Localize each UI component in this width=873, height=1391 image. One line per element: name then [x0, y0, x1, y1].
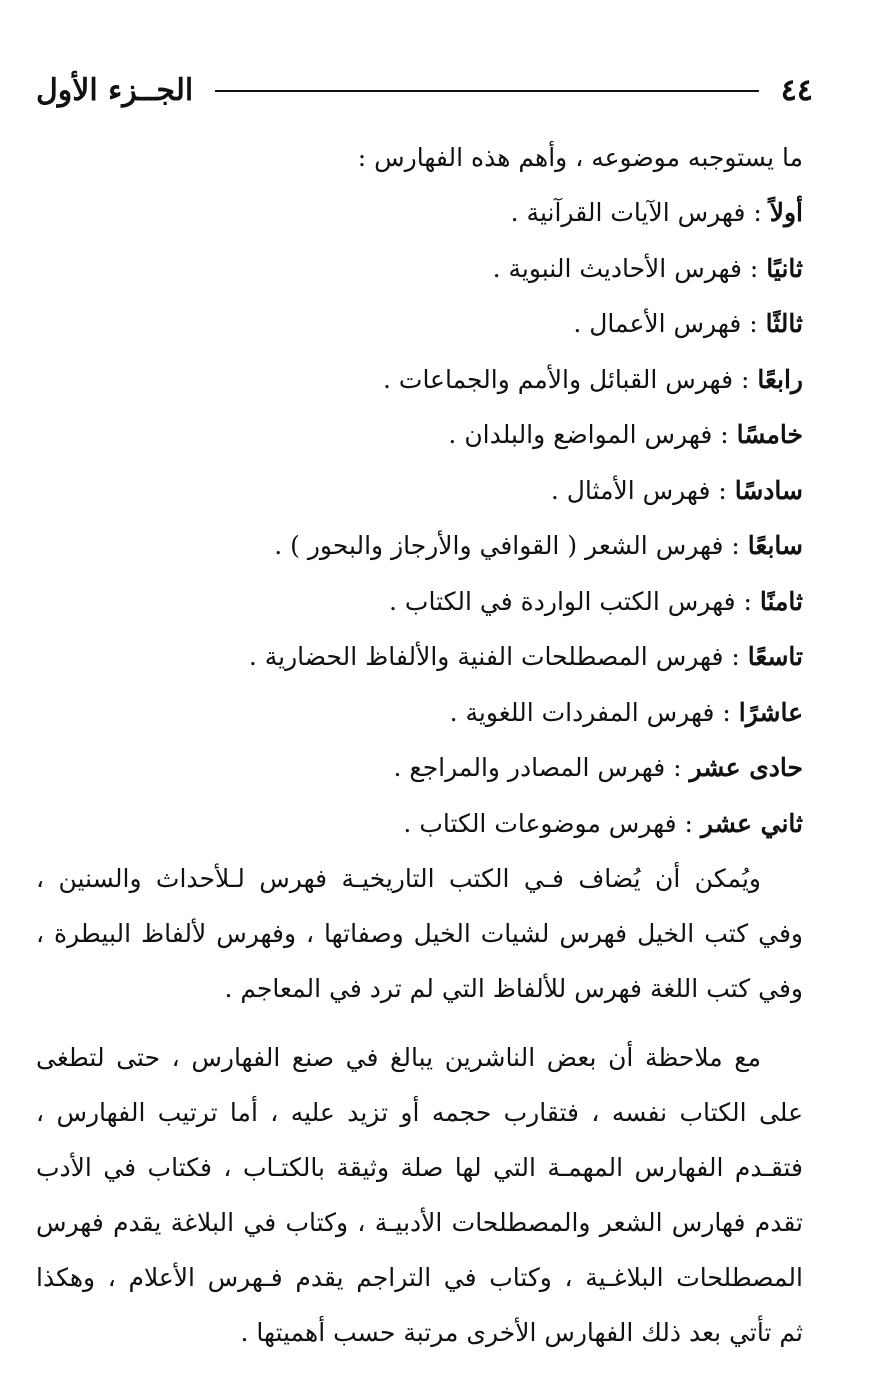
index-item [36, 241, 803, 297]
header-rule [215, 90, 759, 92]
index-item [36, 463, 803, 519]
paragraph-line: وفي كتب الخيل فهرس لشيات الخيل وصفاتها ، وفهرس لألفاظ البيطرة ، [36, 919, 803, 948]
index-ordinal: حادى عشر [689, 753, 803, 782]
index-ordinal: رابعًا [757, 364, 803, 394]
index-text: : فهرس المصادر والمراجع . [393, 753, 690, 782]
paragraph-line: ثم تأتي بعد ذلك الفهارس الأخرى مرتبة حسب أهميتها . [240, 1318, 803, 1347]
index-item [36, 185, 803, 241]
index-text: : فهرس المفردات اللغوية . [449, 697, 739, 727]
index-ordinal: ثامنًا [759, 586, 803, 616]
paragraph-line: فتقـدم الفهارس المهمـة التي لها صلة وثيقة بالكتـاب ، فكتاب في الأدب [36, 1153, 803, 1182]
index-item [36, 796, 803, 852]
index-text: : فهرس الشعر ( القوافي والأرجاز والبحور ) . [274, 531, 748, 560]
index-text: : فهرس القبائل والأمم والجماعات . [383, 364, 758, 394]
index-ordinal: ثالثًا [765, 309, 803, 338]
index-ordinal: ثاني عشر [700, 808, 803, 838]
index-ordinal: عاشرًا [738, 697, 803, 727]
index-text: : فهرس المواضع والبلدان . [448, 420, 737, 449]
paragraph-index-order [36, 1030, 803, 1360]
index-text: : فهرس الكتب الواردة في الكتاب . [389, 586, 760, 616]
index-ordinal: أولاً [769, 198, 803, 227]
index-ordinal: تاسعًا [747, 642, 803, 671]
index-list [36, 185, 803, 851]
running-title: الجــزء الأول [36, 72, 194, 108]
paragraph-line: المصطلحات البلاغـية ، وكتاب في التراجم يقدم فـهرس الأعلام ، وهكذا [36, 1263, 803, 1292]
index-ordinal: خامسًا [736, 420, 803, 449]
index-text: : فهرس الأعمال . [573, 309, 766, 338]
paragraph-line: وفي كتب اللغة فهرس للألفاظ التي لم ترد في المعاجم . [224, 974, 803, 1003]
index-ordinal: سادسًا [734, 475, 803, 505]
index-item [36, 629, 803, 685]
index-item [36, 740, 803, 796]
intro-line: ما يستوجبه موضوعه ، وأهم هذه الفهارس : [357, 143, 803, 172]
page-header [36, 70, 813, 110]
body-text [36, 130, 803, 1360]
index-text: : فهرس الأحاديث النبوية . [492, 253, 767, 283]
index-item [36, 296, 803, 352]
index-item [36, 352, 803, 408]
paragraph-line: ويُمكن أن يُضاف فـي الكتب التاريخيـة فهرس لـلأحداث والسنين ، [36, 864, 761, 893]
paragraph-line: على الكتاب نفسه ، فتقارب حجمه أو تزيد عليه ، أما ترتيب الفهارس ، [36, 1098, 803, 1127]
index-item [36, 685, 803, 741]
index-ordinal: سابعًا [747, 531, 803, 560]
index-ordinal: ثانيًا [766, 253, 803, 283]
index-item [36, 518, 803, 574]
index-text: : فهرس موضوعات الكتاب . [403, 808, 701, 838]
index-item [36, 407, 803, 463]
index-item [36, 574, 803, 630]
paragraph-line: تقدم فهارس الشعر والمصطلحات الأدبيـة ، وكتاب في البلاغة يقدم فهرس [36, 1208, 803, 1237]
index-text: : فهرس الأمثال . [550, 475, 735, 505]
paragraph-additional-indexes [36, 851, 803, 1016]
index-text: : فهرس الآيات القرآنية . [510, 198, 770, 227]
page-number: ٤٤ [780, 72, 813, 108]
index-text: : فهرس المصطلحات الفنية والألفاظ الحضارية . [248, 642, 748, 671]
paragraph-line: مع ملاحظة أن بعض الناشرين يبالغ في صنع الفهارس ، حتى لتطغى [36, 1043, 761, 1072]
